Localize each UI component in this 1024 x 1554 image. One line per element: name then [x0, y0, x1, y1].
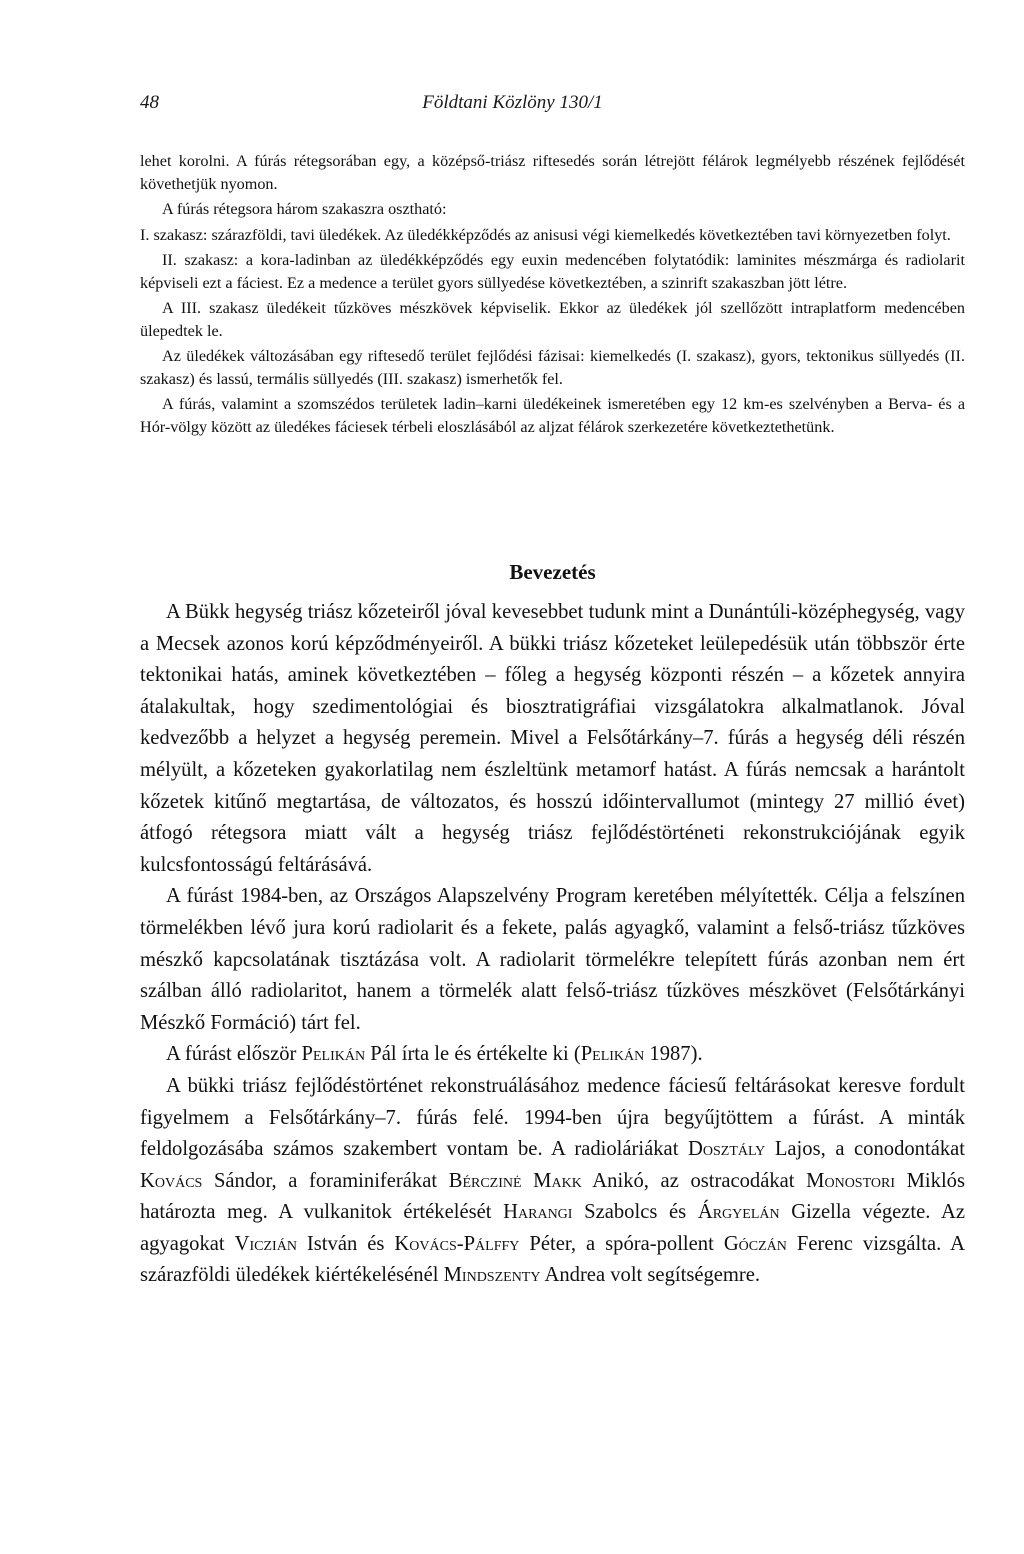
- abstract-paragraph: Az üledékek változásában egy riftesedő terület fejlődési fázisai: kiemelkedés (I. szakasz), gyors, tektonikus süllyedés (II. szakasz) és lassú, termális süllyedés (III. szakasz) ismerhetők fel.: [140, 347, 965, 388]
- abstract-paragraph: lehet korolni. A fúrás rétegsorában egy, a középső-triász riftesedés során létrejött félárok legmélyebb részének fejlődését követhetjük nyomon.: [140, 152, 965, 193]
- author-name: Pelikán: [301, 1043, 366, 1066]
- section-body: [140, 597, 965, 1292]
- author-name: Mindszenty: [443, 1264, 541, 1287]
- abstract-paragraph: A fúrás rétegsora három szakaszra osztható:: [162, 200, 447, 218]
- abstract-paragraph: II. szakasz: a kora-ladinban az üledékképződés egy euxin medencében folytatódik: laminites mészmárga és radiolarit képviseli ezt a fáciest. Ez a medence a terület gyors süllyedése következtében, a szinrift szakaszban jött létre.: [140, 251, 965, 292]
- section-heading: Bevezetés: [509, 560, 596, 584]
- body-paragraph: A fúrást először Pelikán Pál írta le és értékelte ki (Pelikán 1987).: [166, 1043, 703, 1066]
- author-name: Pelikán: [580, 1043, 645, 1066]
- author-name: Monostori: [806, 1169, 895, 1192]
- author-name: Kovács: [140, 1169, 203, 1192]
- author-name: Kovács-Pálffy: [394, 1232, 520, 1255]
- body-paragraph: A Bükk hegység triász kőzeteiről jóval kevesebbet tudunk mint a Dunántúli-középhegység, vagy a Mecsek azonos korú képződményeiről. A bükki triász kőzeteket leülepedésük után többször érte tektonikai hatás, aminek következtében – főleg a hegység központi részén – a kőzetek annyira átalakultak, hogy szedimentológiai és biosztratigráfiai vizsgálatokra alkalmatlanok. Jóval kedvezőbb a helyzet a hegység peremein. Mivel a Felsőtárkány–7. fúrás a hegység déli részén mélyült, a kőzeteken gyakorlatilag nem észleltünk metamorf hatást. A fúrás nemcsak a harántolt kőzetek kitűnő megtartása, de változatos, és hosszú időintervallumot (mintegy 27 millió évet) átfogó rétegsora miatt vált a hegység triász fejlődéstörténeti rekonstrukciójának egyik kulcsfontosságú feltárásává.: [140, 601, 965, 876]
- author-name: Góczán: [723, 1232, 787, 1255]
- body-paragraph: A bükki triász fejlődéstörténet rekonstruálásához medence fáciesű feltárásokat keresve fordult figyelmem a Felsőtárkány–7. fúrás felé. 1994-ben újra begyűjtöttem a fúrást. A minták feldolgozásába számos szakembert vontam be. A radioláriákat Dosztály Lajos, a conodontákat Kovács Sándor, a foraminiferákat Bérczinė Makk Anikó, az ostracodákat Monostori Miklós határozta meg. A vulkanitok értékelését Harangi Szabolcs és Árgyelán Gizella végezte. Az agyagokat Viczián István és Kovács-Pálffy Péter, a spóra-pollent Góczán Ferenc vizsgálta. A szárazföldi üledékek kiértékelésénél Mindszenty Andrea volt segítségemre.: [140, 1074, 965, 1287]
- author-name: Dosztály: [688, 1138, 766, 1161]
- body-paragraph: A fúrást 1984-ben, az Országos Alapszelvény Program keretében mélyítették. Célja a felszínen törmelékben lévő jura korú radiolarit és a fekete, palás agyagkő, valamint a felső-triász tűzköves mészkő kapcsolatának tisztázása volt. A radiolarit törmelékre telepített fúrás azonban nem ért szálban álló radiolaritot, hanem a törmelék alatt felső-triász tűzköves mészkövet (Felsőtárkányi Mészkő Formáció) tárt fel.: [140, 885, 965, 1034]
- abstract-text: [140, 150, 965, 441]
- abstract-paragraph: I. szakasz: szárazföldi, tavi üledékek. Az üledékképződés az anisusi végi kiemelkedés következtében tavi környezetben folyt.: [140, 225, 951, 244]
- author-name: Harangi: [503, 1201, 573, 1224]
- page-number: 48: [140, 92, 159, 113]
- author-name: Bérczinė Makk: [448, 1169, 582, 1192]
- author-name: Viczián: [234, 1232, 297, 1255]
- abstract-paragraph: A fúrás, valamint a szomszédos területek ladin–karni üledékeinek ismeretében egy 12 km-es szelvényben a Berva- és a Hór-völgy között az üledékes fáciesek térbeli eloszlásából az aljzat félárok szerkezetére következtethetünk.: [140, 395, 965, 436]
- author-name: Árgyelán: [697, 1201, 780, 1224]
- journal-title: Földtani Közlöny 130/1: [422, 92, 603, 113]
- abstract-paragraph: A III. szakasz üledékeit tűzköves mészkövek képviselik. Ekkor az üledékek jól szellőzött intraplatform medencében ülepedtek le.: [140, 299, 965, 340]
